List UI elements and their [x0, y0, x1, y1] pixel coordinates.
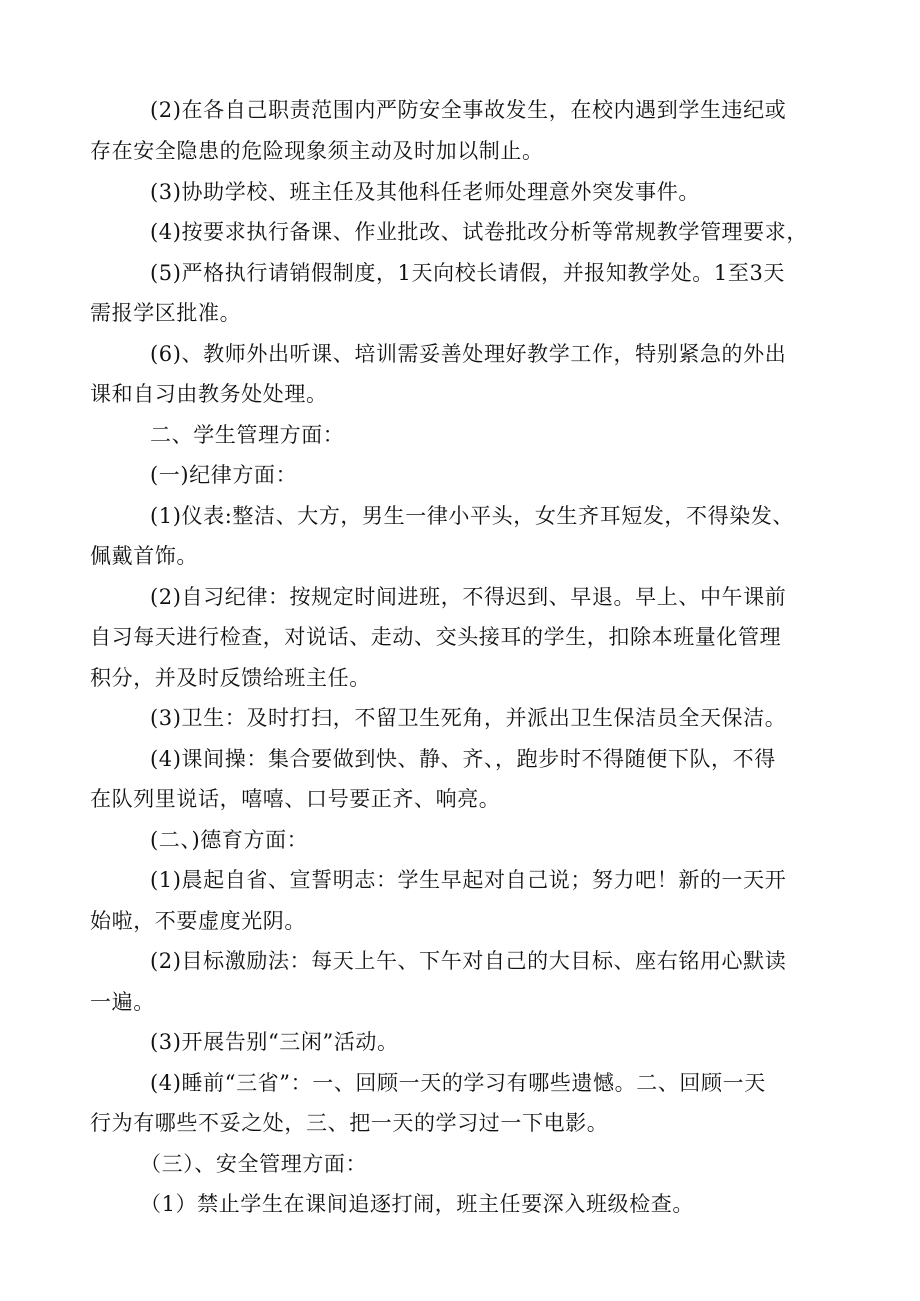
section-heading: 二、学生管理方面： — [150, 423, 345, 447]
paragraph-line: (4)按要求执行备课、作业批改、试卷批改分析等常规教学管理要求， — [150, 220, 808, 244]
paragraph-line: (2)自习纪律：按规定时间进班，不得迟到、早退。早上、中午课前 — [150, 585, 787, 609]
paragraph-line: 需报学区批准。 — [90, 301, 242, 325]
subsection-heading: （三）、安全管理方面： — [140, 1152, 368, 1176]
paragraph-line: (4)课间操：集合要做到快、静、齐、，跑步时不得随便下队，不得 — [150, 747, 776, 771]
paragraph-line: (3)开展告别“三闲”活动。 — [150, 1030, 399, 1054]
paragraph-line: 始啦，不要虚度光阴。 — [90, 909, 306, 933]
subsection-heading: (一)纪律方面： — [150, 463, 298, 487]
paragraph-line: (1)晨起自省、宣誓明志：学生早起对自己说；努力吧！新的一天开 — [150, 868, 787, 892]
paragraph-line: 行为有哪些不妥之处，三、把一天的学习过一下电影。 — [90, 1111, 609, 1135]
paragraph-line: (1)仪表:整洁、大方，男生一律小平头，女生齐耳短发，不得染发、 — [150, 504, 795, 528]
paragraph-line: 在队列里说话，嘻嘻、口号要正齐、响亮。 — [90, 787, 501, 811]
paragraph-line: 积分，并及时反馈给班主任。 — [90, 666, 371, 690]
paragraph-line: （1）禁止学生在课间追逐打闹，班主任要深入班级检查。 — [140, 1192, 694, 1216]
paragraph-line: 一遍。 — [90, 990, 155, 1014]
subsection-heading: (二、)德育方面： — [150, 828, 309, 852]
paragraph-line: (4)睡前“三省”：一、回顾一天的学习有哪些遗憾。二、回顾一天 — [150, 1071, 766, 1095]
paragraph-line: 课和自习由教务处处理。 — [90, 382, 328, 406]
paragraph-line: 存在安全隐患的危险现象须主动及时加以制止。 — [90, 139, 544, 163]
paragraph-line: 自习每天进行检查，对说话、走动、交头接耳的学生，扣除本班量化管理 — [90, 625, 782, 649]
paragraph-line: (2)目标激励法：每天上午、下午对自己的大目标、座右铭用心默读 — [150, 949, 787, 973]
paragraph-line: (6)、教师外出听课、培训需妥善处理好教学工作，特别紧急的外出 — [150, 342, 787, 366]
paragraph-line: (5)严格执行请销假制度，1天向校长请假，并报知教学处。1至3天 — [150, 261, 786, 285]
paragraph-line: 佩戴首饰。 — [90, 544, 198, 568]
paragraph-line: (3)协助学校、班主任及其他科任老师处理意外突发事件。 — [150, 180, 700, 204]
paragraph-line: (2)在各自己职责范围内严防安全事故发生，在校内遇到学生违纪或 — [150, 98, 787, 122]
paragraph-line: (3)卫生：及时打扫，不留卫生死角，并派出卫生保洁员全天保洁。 — [150, 706, 787, 730]
